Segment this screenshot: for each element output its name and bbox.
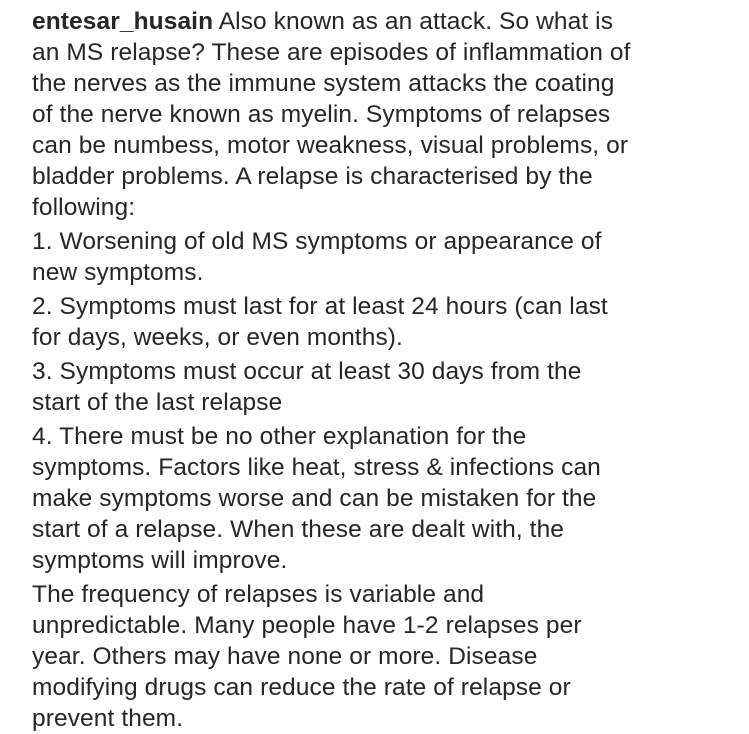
username-link[interactable]: entesar_husain — [32, 8, 214, 35]
criterion-line: symptoms will improve. — [32, 547, 288, 574]
caption-closing-paragraph — [32, 579, 732, 734]
criterion-item-4 — [32, 421, 732, 576]
closing-line: modifying drugs can reduce the rate of relapse or — [32, 674, 571, 701]
criterion-item-3 — [32, 356, 732, 418]
caption-first-line — [32, 6, 732, 37]
caption-text-line: can be numbess, motor weakness, visual problems, or — [32, 132, 629, 159]
caption-intro — [32, 37, 732, 223]
caption-text-line: Also known as an attack. So what is — [213, 8, 614, 35]
criterion-line: 4. There must be no other explanation for the — [32, 423, 527, 450]
caption-text-line: following: — [32, 194, 136, 221]
closing-line: The frequency of relapses is variable and — [32, 581, 485, 608]
closing-line: unpredictable. Many people have 1-2 relapses per — [32, 612, 582, 639]
criterion-line: new symptoms. — [32, 259, 204, 286]
criterion-line: 1. Worsening of old MS symptoms or appearance of — [32, 228, 602, 255]
criterion-item-2 — [32, 291, 732, 353]
criterion-line: 2. Symptoms must last for at least 24 hours (can last — [32, 293, 608, 320]
caption-text-line: an MS relapse? These are episodes of inflammation of — [32, 39, 631, 66]
criterion-line: start of a relapse. When these are dealt with, the — [32, 516, 565, 543]
post-caption — [32, 6, 732, 734]
caption-text-line: of the nerve known as myelin. Symptoms of relapses — [32, 101, 611, 128]
criterion-line: for days, weeks, or even months). — [32, 324, 403, 351]
closing-line: year. Others may have none or more. Disease — [32, 643, 538, 670]
criterion-line: start of the last relapse — [32, 389, 283, 416]
criterion-line: 3. Symptoms must occur at least 30 days from the — [32, 358, 582, 385]
criterion-item-1 — [32, 226, 732, 288]
criterion-line: symptoms. Factors like heat, stress & infections can — [32, 454, 601, 481]
criterion-line: make symptoms worse and can be mistaken for the — [32, 485, 597, 512]
caption-text-line: the nerves as the immune system attacks the coating — [32, 70, 615, 97]
caption-text-line: bladder problems. A relapse is characterised by the — [32, 163, 593, 190]
closing-line: prevent them. — [32, 705, 184, 732]
